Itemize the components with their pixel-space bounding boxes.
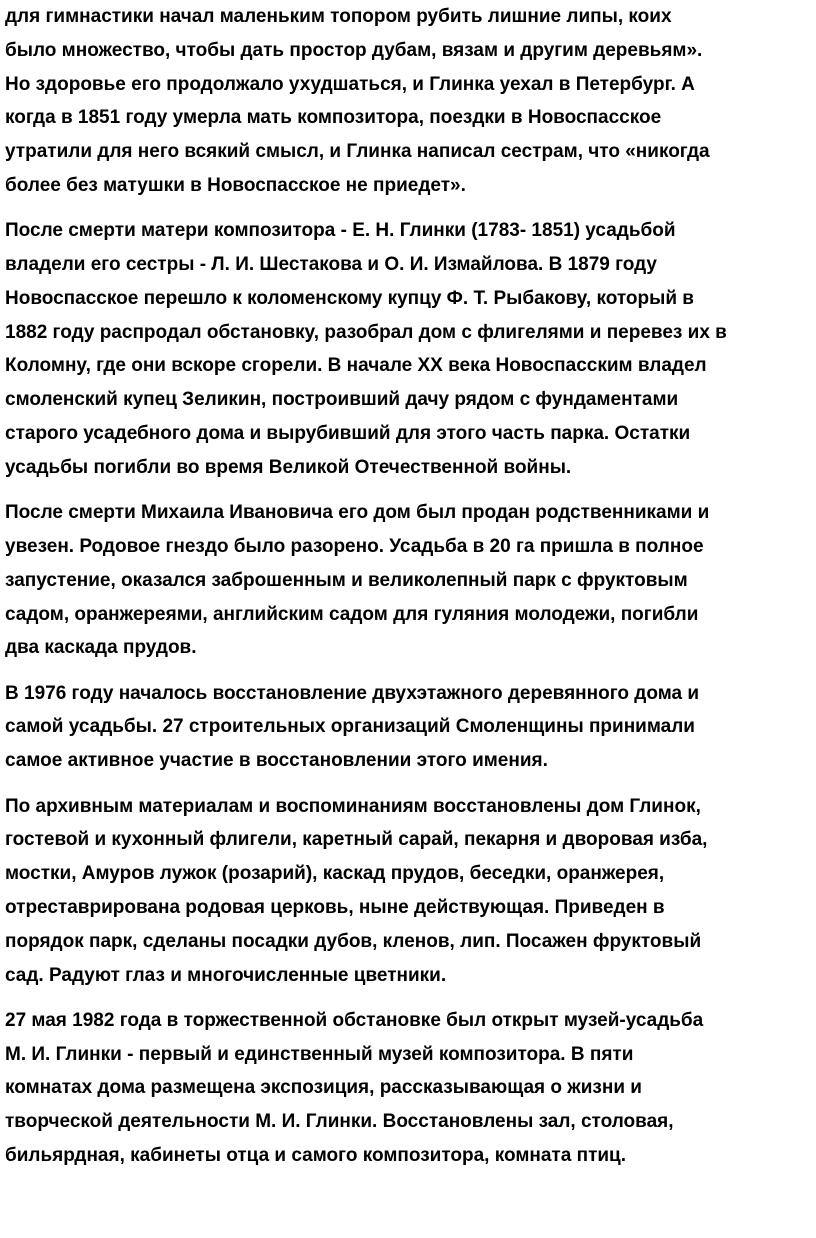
text-line: М. И. Глинки - первый и единственный музей композитора. В пяти <box>5 1043 634 1065</box>
text-line: В 1976 году началось восстановление двухэтажного деревянного дома и <box>5 682 700 704</box>
text-line: утратили для него всякий смысл, и Глинка написал сестрам, что «никогда <box>5 141 710 163</box>
text-line: После смерти Михаила Ивановича его дом был продан родственниками и <box>5 502 710 524</box>
text-line: 27 мая 1982 года в торжественной обстановке был открыт музей-усадьба <box>5 1009 704 1031</box>
text-line: когда в 1851 году умерла мать композитора, поездки в Новоспасское <box>5 107 662 129</box>
paragraph-1 <box>5 0 812 203</box>
text-line: сад. Радуют глаз и многочисленные цветники. <box>5 964 447 986</box>
text-line: два каскада прудов. <box>5 637 197 659</box>
text-line: творческой деятельности М. И. Глинки. Восстановлены зал, столовая, <box>5 1111 674 1133</box>
text-line: смоленский купец Зеликин, построивший дачу рядом с фундаментами <box>5 389 679 411</box>
text-line: Коломну, где они вскоре сгорели. В начале ХХ века Новоспасским владел <box>5 355 707 377</box>
text-line: По архивным материалам и воспоминаниям восстановлены дом Глинок, <box>5 795 701 817</box>
text-line: более без матушки в Новоспасское не приедет». <box>5 174 466 196</box>
text-line: комнатах дома размещена экспозиция, рассказывающая о жизни и <box>5 1077 642 1099</box>
text-line: для гимнастики начал маленьким топором рубить лишние липы, коих <box>5 6 672 27</box>
paragraph-4 <box>5 677 812 778</box>
text-line: увезен. Родовое гнездо было разорено. Усадьба в 20 га пришла в полное <box>5 535 704 557</box>
paragraph-2 <box>5 214 812 484</box>
text-line: было множество, чтобы дать простор дубам, вязам и другим деревьям». <box>5 39 703 61</box>
text-line: садом, оранжереями, английским садом для гуляния молодежи, погибли <box>5 603 699 625</box>
text-line: запустение, оказался заброшенным и великолепный парк с фруктовым <box>5 569 688 591</box>
text-line: 1882 году распродал обстановку, разобрал дом с флигелями и перевез их в <box>5 321 727 343</box>
text-line: владели его сестры - Л. И. Шестакова и О. И. Измайлова. В 1879 году <box>5 254 657 276</box>
text-line: После смерти матери композитора - Е. Н. Глинки (1783- 1851) усадьбой <box>5 220 676 242</box>
paragraph-3 <box>5 496 812 665</box>
paragraph-5 <box>5 790 812 993</box>
text-line: самое активное участие в восстановлении этого имения. <box>5 750 548 772</box>
text-line: бильярдная, кабинеты отца и самого композитора, комната птиц. <box>5 1145 627 1166</box>
text-line: Но здоровье его продолжало ухудшаться, и Глинка уехал в Петербург. А <box>5 73 695 95</box>
text-line: порядок парк, сделаны посадки дубов, кленов, лип. Посажен фруктовый <box>5 930 702 952</box>
text-line: усадьбы погибли во время Великой Отечественной войны. <box>5 456 572 478</box>
text-line: самой усадьбы. 27 строительных организаций Смоленщины принимали <box>5 716 695 738</box>
text-line: мостки, Амуров лужок (розарий), каскад прудов, беседки, оранжерея, <box>5 863 665 885</box>
text-line: Новоспасское перешло к коломенскому купцу Ф. Т. Рыбакову, который в <box>5 287 694 309</box>
paragraph-6 <box>5 1004 812 1173</box>
text-line: гостевой и кухонный флигели, каретный сарай, пекарня и дворовая изба, <box>5 829 708 851</box>
text-line: старого усадебного дома и вырубивший для этого часть парка. Остатки <box>5 423 691 445</box>
text-line: отреставрирована родовая церковь, ныне действующая. Приведен в <box>5 896 665 918</box>
